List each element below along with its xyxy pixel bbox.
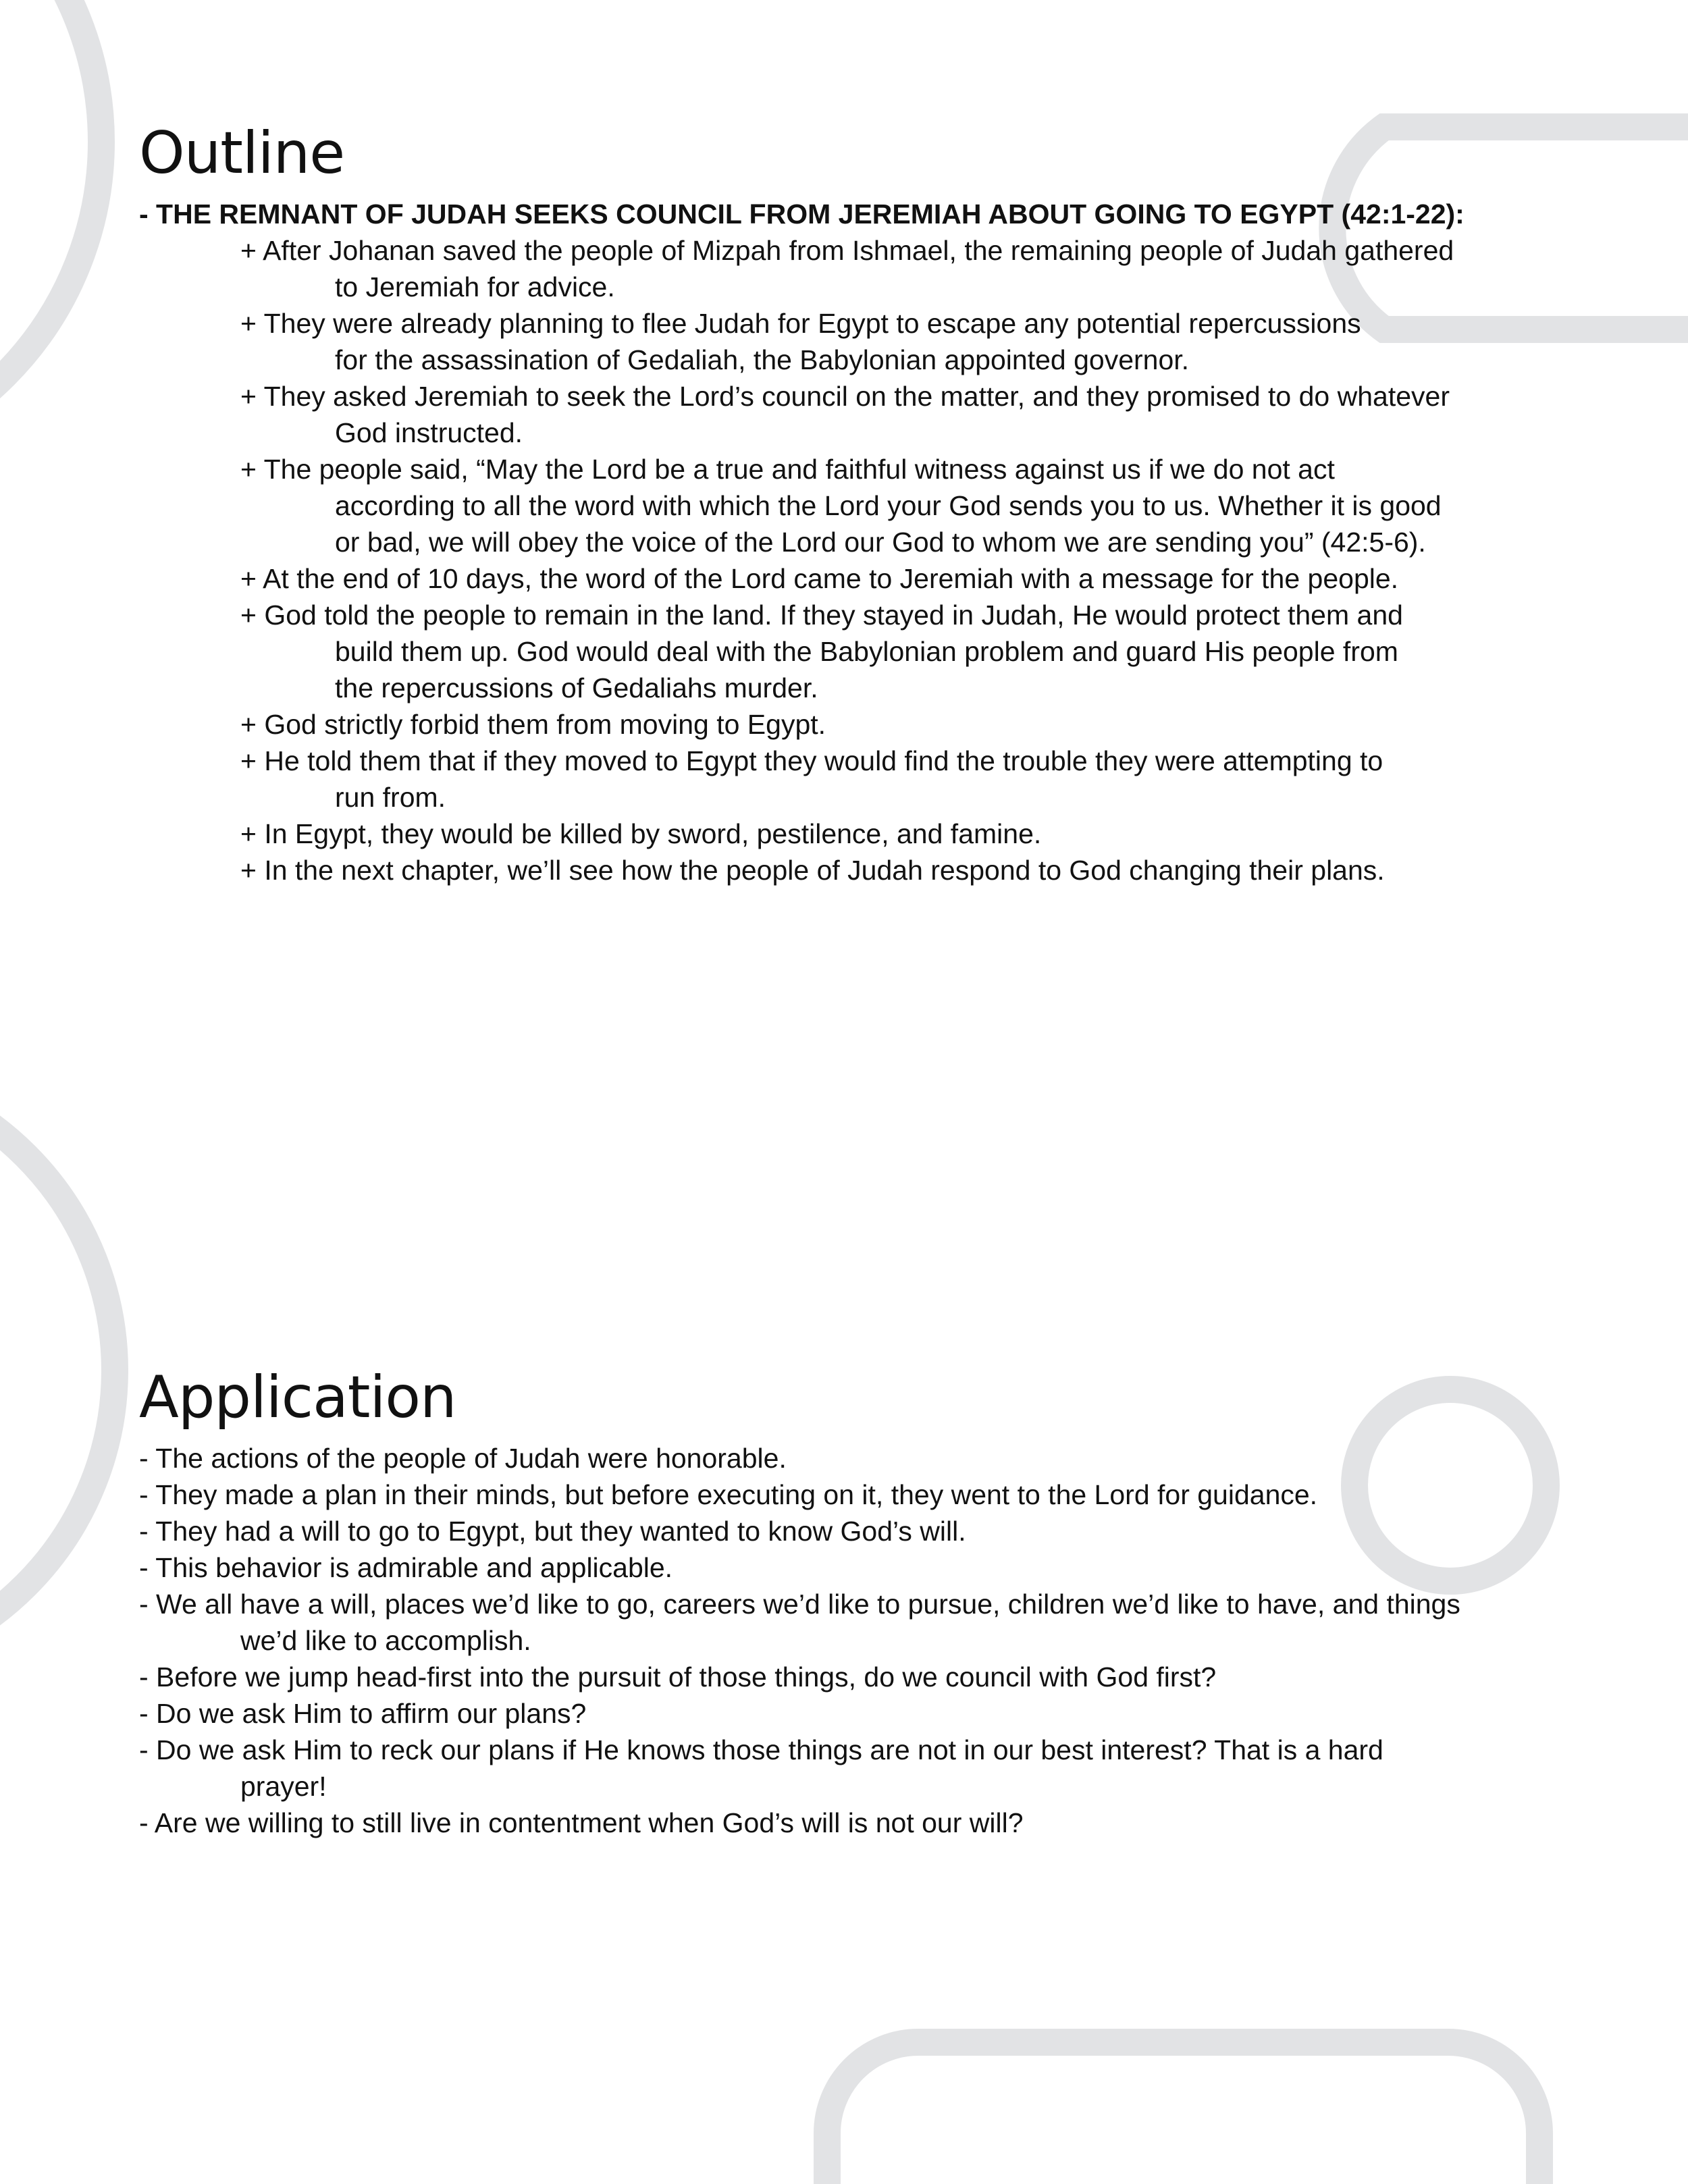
application-section (139, 1360, 1584, 1841)
outline-point-continuation: the repercussions of Gedaliahs murder. (335, 672, 818, 703)
application-point (139, 1586, 1584, 1659)
application-point-text: - Before we jump head-first into the pursuit of those things, do we council with God first? (139, 1661, 1217, 1693)
outline-point-text: + He told them that if they moved to Egypt they would find the trouble they were attempting to (240, 745, 1383, 776)
outline-lead-point: - THE REMNANT OF JUDAH SEEKS COUNCIL FROM JEREMIAH ABOUT GOING TO EGYPT (42:1-22): (139, 198, 1465, 230)
outline-list (139, 232, 1584, 888)
outline-heading: Outline (139, 119, 345, 187)
outline-point (139, 560, 1584, 597)
outline-point-text: + The people said, “May the Lord be a true and faithful witness against us if we do not act (240, 454, 1335, 485)
outline-point-continuation: God instructed. (335, 417, 523, 448)
application-point (139, 1549, 1584, 1586)
outline-point-continuation: run from. (335, 782, 446, 813)
outline-point (139, 743, 1584, 816)
application-heading: Application (139, 1364, 456, 1431)
top-left-arc (0, 0, 101, 473)
outline-point-continuation: for the assassination of Gedaliah, the Babylonian appointed governor. (335, 344, 1190, 375)
outline-point-continuation: or bad, we will obey the voice of the Lord our God to whom we are sending you” (42:5-6). (335, 527, 1426, 558)
application-point-text: - The actions of the people of Judah were honorable. (139, 1443, 787, 1474)
outline-point-text: + They asked Jeremiah to seek the Lord’s council on the matter, and they promised to do whatever (240, 381, 1450, 412)
outline-point-text: + They were already planning to flee Judah for Egypt to escape any potential repercussions (240, 308, 1361, 339)
outline-section (139, 116, 1584, 888)
application-list (139, 1440, 1584, 1841)
application-point (139, 1440, 1584, 1476)
outline-point (139, 816, 1584, 852)
outline-point (139, 706, 1584, 743)
outline-point-continuation: to Jeremiah for advice. (335, 271, 615, 302)
application-point-text: - Are we willing to still live in contentment when God’s will is not our will? (139, 1807, 1024, 1838)
application-point (139, 1732, 1584, 1805)
outline-point-text: + At the end of 10 days, the word of the Lord came to Jeremiah with a message for the people. (240, 563, 1399, 594)
application-point-text: - This behavior is admirable and applicable. (139, 1552, 673, 1583)
application-point-continuation: prayer! (240, 1771, 327, 1802)
bottom-rounded-bar (827, 2042, 1539, 2184)
application-point-text: - We all have a will, places we’d like to go, careers we’d like to pursue, children we’d like to have, and things (139, 1589, 1460, 1620)
middle-left-arc (0, 1067, 115, 1674)
outline-point-text: + God strictly forbid them from moving to Egypt. (240, 709, 826, 740)
outline-point (139, 305, 1584, 378)
application-point (139, 1695, 1584, 1732)
outline-point (139, 852, 1584, 888)
application-point-text: - They had a will to go to Egypt, but they wanted to know God’s will. (139, 1516, 966, 1547)
application-point-text: - They made a plan in their minds, but before executing on it, they went to the Lord for guidance. (139, 1479, 1318, 1510)
outline-point-continuation: build them up. God would deal with the Babylonian problem and guard His people from (335, 636, 1398, 667)
application-point-text: - Do we ask Him to reck our plans if He knows those things are not in our best interest? That is a hard (139, 1734, 1383, 1765)
outline-point-text: + God told the people to remain in the land. If they stayed in Judah, He would protect them and (240, 600, 1403, 631)
outline-point (139, 451, 1584, 560)
outline-point (139, 378, 1584, 451)
application-point-continuation: we’d like to accomplish. (240, 1625, 531, 1656)
application-point (139, 1805, 1584, 1841)
outline-point-text: + In the next chapter, we’ll see how the people of Judah respond to God changing their plans. (240, 855, 1385, 886)
outline-point (139, 597, 1584, 706)
application-point (139, 1659, 1584, 1695)
application-point-text: - Do we ask Him to affirm our plans? (139, 1698, 587, 1729)
outline-point-continuation: according to all the word with which the Lord your God sends you to us. Whether it is good (335, 490, 1442, 521)
application-point (139, 1513, 1584, 1549)
outline-point-text: + In Egypt, they would be killed by sword, pestilence, and famine. (240, 818, 1042, 849)
outline-point (139, 232, 1584, 305)
outline-point-text: + After Johanan saved the people of Mizpah from Ishmael, the remaining people of Judah gathered (240, 235, 1454, 266)
application-point (139, 1476, 1584, 1513)
